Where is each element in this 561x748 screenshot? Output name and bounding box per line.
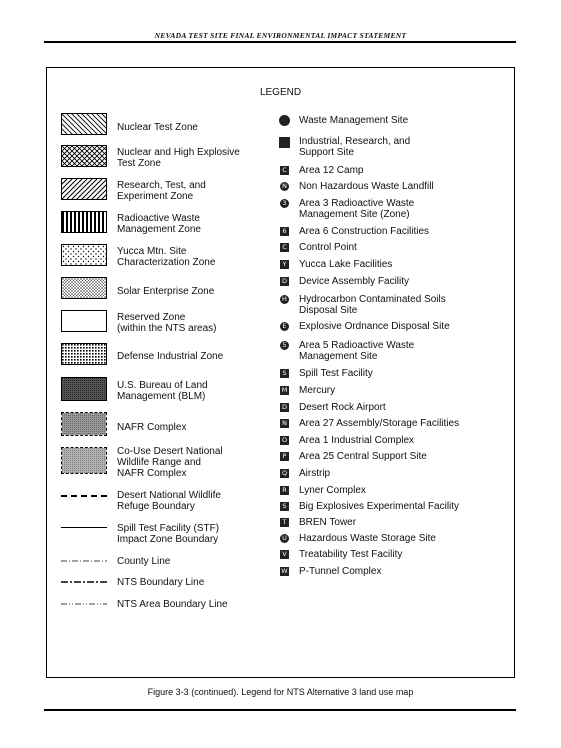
site-label: Big Explosives Experimental Facility <box>299 501 460 512</box>
nafr-complex-swatch <box>61 412 107 436</box>
control-point-icon: C <box>280 243 289 252</box>
stf-boundary-line-symbol <box>61 527 107 528</box>
hydrocarbon-site-icon: H <box>280 295 289 304</box>
area-27-icon: N <box>280 419 289 428</box>
nuclear-test-zone-swatch <box>61 113 107 135</box>
site-label: Control Point <box>299 242 357 253</box>
bren-tower-icon: T <box>280 518 289 527</box>
line-label: NTS Boundary Line <box>117 577 205 588</box>
yucca-lake-icon: Y <box>280 260 289 269</box>
ordnance-disposal-icon: E <box>280 322 289 331</box>
site-label: Area 3 Radioactive Waste Management Site (Zone) <box>299 198 415 220</box>
yucca-mtn-zone-swatch <box>61 244 107 266</box>
area-3-waste-icon: 3 <box>280 199 289 208</box>
site-label: Area 27 Assembly/Storage Facilities <box>299 418 460 429</box>
site-label: Explosive Ordnance Disposal Site <box>299 321 450 332</box>
zone-label: Nuclear Test Zone <box>117 122 198 133</box>
zone-label: Solar Enterprise Zone <box>117 286 215 297</box>
site-label: Treatability Test Facility <box>299 549 403 560</box>
solar-enterprise-zone-swatch <box>61 277 107 299</box>
county-line-symbol <box>61 558 107 564</box>
site-label: Spill Test Facility <box>299 368 373 379</box>
site-label: Airstrip <box>299 468 331 479</box>
big-explosives-facility-icon: S <box>280 502 289 511</box>
mercury-icon: M <box>281 386 288 394</box>
area-25-support-icon: P <box>280 452 289 461</box>
p-tunnel-complex-icon: W <box>281 567 288 575</box>
zone-label: Research, Test, and Experiment Zone <box>117 180 206 202</box>
spill-test-facility-icon: S <box>280 369 289 378</box>
figure-caption: Figure 3-3 (continued). Legend for NTS Alternative 3 land use map <box>147 687 414 697</box>
site-label: BREN Tower <box>299 517 357 528</box>
co-use-desert-range-swatch <box>61 447 107 474</box>
zone-label: Reserved Zone (within the NTS areas) <box>117 312 217 334</box>
document-header: NEVADA TEST SITE FINAL ENVIRONMENTAL IMPACT STATEMENT <box>154 31 407 40</box>
site-label: Waste Management Site <box>299 115 409 126</box>
site-label: Hydrocarbon Contaminated Soils Disposal Site <box>299 294 446 316</box>
refuge-boundary-line-symbol <box>61 495 107 497</box>
site-label: Hazardous Waste Storage Site <box>299 533 436 544</box>
zone-label: NAFR Complex <box>117 422 187 433</box>
landfill-icon: N <box>280 182 289 191</box>
waste-management-site-icon <box>279 115 290 126</box>
zone-label: Yucca Mtn. Site Characterization Zone <box>117 246 216 268</box>
site-label: Area 5 Radioactive Waste Management Site <box>299 340 415 362</box>
site-label: Non Hazardous Waste Landfill <box>299 181 434 192</box>
nts-area-boundary-line-symbol <box>61 601 107 607</box>
airstrip-icon: Q <box>281 469 288 477</box>
radioactive-waste-zone-swatch <box>61 211 107 233</box>
zone-label: U.S. Bureau of Land Management (BLM) <box>117 380 208 402</box>
site-label: Area 12 Camp <box>299 165 364 176</box>
zone-label: Radioactive Waste Management Zone <box>117 213 201 235</box>
area-6-construction-icon: 6 <box>280 227 289 236</box>
line-label: Spill Test Facility (STF) Impact Zone Boundary <box>117 523 220 545</box>
site-label: Area 1 Industrial Complex <box>299 435 415 446</box>
site-label: Area 6 Construction Facilities <box>299 226 430 237</box>
device-assembly-icon: D <box>281 277 287 285</box>
desert-rock-airport-icon: D <box>281 403 287 411</box>
site-label: Device Assembly Facility <box>299 276 410 287</box>
zone-label: Co-Use Desert National Wildlife Range and NAFR Complex <box>117 446 223 479</box>
defense-industrial-zone-swatch <box>61 343 107 365</box>
line-label: Desert National Wildlife Refuge Boundary <box>117 490 221 512</box>
nts-boundary-line-symbol <box>61 579 107 585</box>
footer-rule <box>44 709 516 711</box>
zone-label: Nuclear and High Explosive Test Zone <box>117 147 240 169</box>
nuclear-high-explosive-zone-swatch <box>61 145 107 167</box>
area-12-camp-icon: C <box>280 166 289 175</box>
site-label: P-Tunnel Complex <box>299 566 382 577</box>
treatability-test-icon: V <box>280 550 289 559</box>
zone-label: Defense Industrial Zone <box>117 351 224 362</box>
lyner-complex-icon: R <box>280 486 289 495</box>
header-rule <box>44 41 516 43</box>
hazardous-waste-storage-icon: U <box>280 534 289 543</box>
site-label: Area 25 Central Support Site <box>299 451 427 462</box>
site-label: Mercury <box>299 385 336 396</box>
line-label: NTS Area Boundary Line <box>117 599 228 610</box>
line-label: County Line <box>117 556 171 567</box>
site-label: Desert Rock Airport <box>299 402 386 413</box>
area-1-industrial-icon: O <box>281 436 288 444</box>
site-label: Lyner Complex <box>299 485 366 496</box>
reserved-zone-swatch <box>61 310 107 332</box>
legend-title: LEGEND <box>259 87 302 98</box>
area-5-waste-icon: 5 <box>280 341 289 350</box>
industrial-research-site-icon <box>279 137 290 148</box>
blm-swatch <box>61 377 107 401</box>
site-label: Industrial, Research, and Support Site <box>299 136 411 158</box>
research-test-zone-swatch <box>61 178 107 200</box>
site-label: Yucca Lake Facilities <box>299 259 393 270</box>
